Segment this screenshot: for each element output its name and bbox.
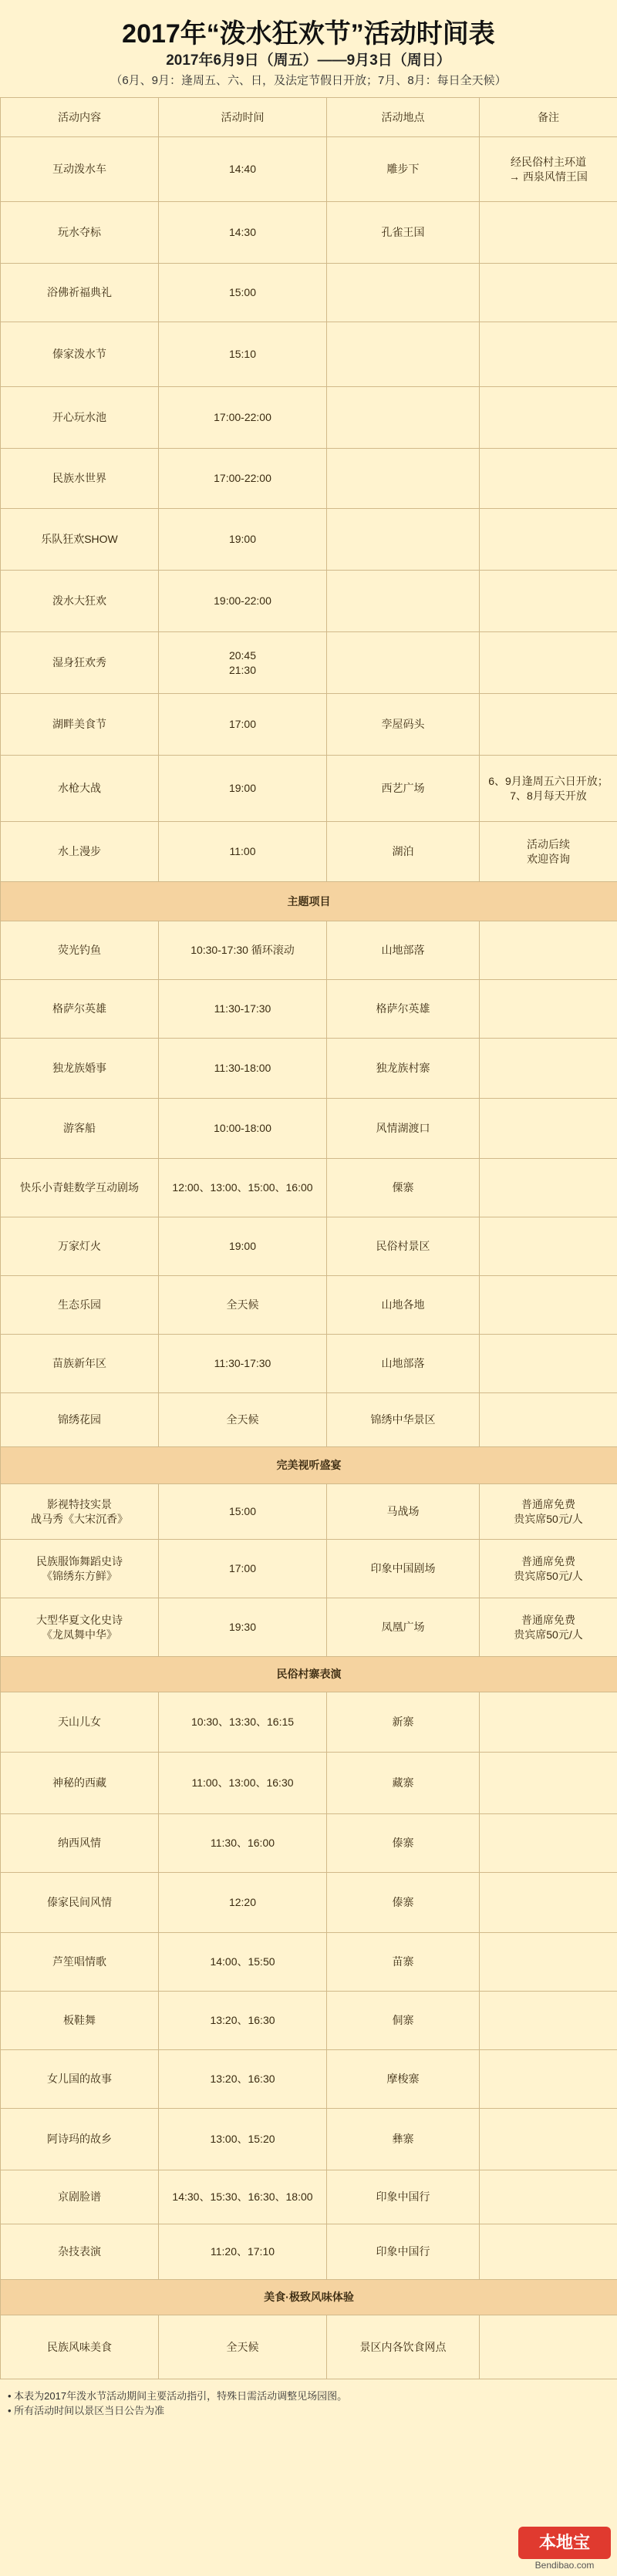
activity-place (327, 632, 480, 694)
date-range: 2017年6月9日（周五）——9月3日（周日） (166, 52, 451, 69)
activity-place (327, 509, 480, 571)
activity-place: 印象中国行 (327, 2170, 480, 2224)
activity-name: 荧光钓鱼 (1, 921, 159, 980)
activity-name: 影视特技实景 战马秀《大宋沉香》 (1, 1484, 159, 1540)
activity-name: 大型华夏文化史诗 《龙凤舞中华》 (1, 1598, 159, 1657)
activity-name: 水上漫步 (1, 822, 159, 882)
activity-name: 乐队狂欢SHOW (1, 509, 159, 571)
activity-name: 开心玩水池 (1, 387, 159, 449)
activity-time: 13:20、16:30 (159, 2050, 327, 2109)
activity-name: 纳西风情 (1, 1814, 159, 1873)
table-row (1, 756, 617, 822)
activity-place: 印象中国行 (327, 2224, 480, 2280)
table-row (1, 571, 617, 632)
activity-name: 天山儿女 (1, 1692, 159, 1753)
activity-name: 阿诗玛的故乡 (1, 2109, 159, 2170)
activity-place: 侗寨 (327, 1992, 480, 2050)
activity-place: 孔雀王国 (327, 202, 480, 264)
activity-time: 11:00、13:00、16:30 (159, 1753, 327, 1814)
activity-place: 凤凰广场 (327, 1598, 480, 1657)
activity-note-empty (480, 1393, 617, 1447)
activity-name: 板鞋舞 (1, 1992, 159, 2050)
table-row (1, 322, 617, 387)
section-title: 完美视听盛宴 (1, 1447, 617, 1484)
section-header (1, 882, 617, 921)
column-header-time: 活动时间 (159, 98, 327, 137)
activity-note (480, 264, 617, 322)
table-row (1, 1217, 617, 1276)
opening-note: （6月、9月：逢周五、六、日，及法定节假日开放；7月、8月：每日全天候） (110, 74, 507, 87)
activity-note: 普通席免费 贵宾席50元/人 (480, 1598, 617, 1657)
activity-name: 快乐小青蛙数学互动剧场 (1, 1159, 159, 1217)
header (0, 0, 617, 97)
activity-place (327, 571, 480, 632)
activity-time: 20:45 21:30 (159, 632, 327, 694)
activity-note-empty (480, 2170, 617, 2224)
activity-time: 全天候 (159, 2315, 327, 2379)
activity-place: 雕步下 (327, 137, 480, 202)
activity-name: 傣家泼水节 (1, 322, 159, 387)
activity-place: 独龙族村寨 (327, 1039, 480, 1099)
logo-mark: 本地宝 (518, 2527, 611, 2559)
table-row (1, 632, 617, 694)
activity-time: 19:00 (159, 509, 327, 571)
activity-place (327, 322, 480, 387)
activity-note-empty (480, 1039, 617, 1099)
footnote: • 所有活动时间以景区当日公告为准 (8, 2405, 165, 2416)
activity-time: 14:00、15:50 (159, 1933, 327, 1992)
activity-note-empty (480, 1159, 617, 1217)
activity-note-empty (480, 2050, 617, 2109)
activity-time: 19:00-22:00 (159, 571, 327, 632)
activity-note-empty (480, 1692, 617, 1753)
activity-note (480, 202, 617, 264)
activity-place: 民俗村景区 (327, 1217, 480, 1276)
activity-place: 傣寨 (327, 1873, 480, 1933)
activity-place: 湖泊 (327, 822, 480, 882)
activity-note: 普通席免费 贵宾席50元/人 (480, 1540, 617, 1598)
activity-time: 14:30、15:30、16:30、18:00 (159, 2170, 327, 2224)
table-row (1, 1598, 617, 1657)
activity-name: 神秘的西藏 (1, 1753, 159, 1814)
activity-place: 锦绣中华景区 (327, 1393, 480, 1447)
activity-note (480, 2315, 617, 2379)
activity-name: 泼水大狂欢 (1, 571, 159, 632)
table-row (1, 137, 617, 202)
activity-name: 民族水世界 (1, 449, 159, 509)
activity-place: 景区内各饮食网点 (327, 2315, 480, 2379)
table-row (1, 509, 617, 571)
logo-domain: Bendibao.com (534, 2560, 595, 2571)
activity-name: 浴佛祈福典礼 (1, 264, 159, 322)
activity-note-empty (480, 1753, 617, 1814)
activity-note-empty (480, 1873, 617, 1933)
bendibao-logo (518, 2527, 611, 2571)
table-header-row (1, 98, 617, 137)
activity-note-empty (480, 2109, 617, 2170)
activity-time: 19:30 (159, 1598, 327, 1657)
activity-time: 10:00-18:00 (159, 1099, 327, 1159)
activity-time: 14:30 (159, 202, 327, 264)
section-header (1, 2280, 617, 2315)
activity-place: 新寨 (327, 1692, 480, 1753)
activity-place: 风情湖渡口 (327, 1099, 480, 1159)
activity-place: 苗寨 (327, 1933, 480, 1992)
activity-place: 彝寨 (327, 2109, 480, 2170)
activity-note: 普通席免费 贵宾席50元/人 (480, 1484, 617, 1540)
activity-note (480, 571, 617, 632)
table-row (1, 1099, 617, 1159)
activity-time: 11:30-17:30 (159, 1335, 327, 1393)
table-row (1, 202, 617, 264)
activity-name: 湖畔美食节 (1, 694, 159, 756)
table-row (1, 1540, 617, 1598)
activity-place (327, 387, 480, 449)
activity-place: 马战场 (327, 1484, 480, 1540)
activity-place: 摩梭寨 (327, 2050, 480, 2109)
footnote: • 本表为2017年泼水节活动期间主要活动指引，特殊日需活动调整见场园图。 (8, 2390, 348, 2402)
activity-note (480, 322, 617, 387)
section-header (1, 1657, 617, 1692)
section-title: 美食·极致风味体验 (1, 2280, 617, 2315)
column-header-place: 活动地点 (327, 98, 480, 137)
table-row (1, 1992, 617, 2050)
activity-name: 锦绣花园 (1, 1393, 159, 1447)
table-row (1, 2050, 617, 2109)
activity-name: 杂技表演 (1, 2224, 159, 2280)
activity-name: 独龙族婚事 (1, 1039, 159, 1099)
activity-name: 生态乐园 (1, 1276, 159, 1335)
activity-note-empty (480, 1276, 617, 1335)
table-row (1, 2315, 617, 2379)
activity-place: 山地部落 (327, 921, 480, 980)
activity-name: 游客船 (1, 1099, 159, 1159)
table-row (1, 1753, 617, 1814)
footnotes (8, 2389, 347, 2418)
activity-place: 西艺广场 (327, 756, 480, 822)
activity-note-empty (480, 980, 617, 1039)
activity-time: 全天候 (159, 1276, 327, 1335)
table-row (1, 1484, 617, 1540)
table-row (1, 1933, 617, 1992)
activity-place (327, 264, 480, 322)
activity-time: 11:30-17:30 (159, 980, 327, 1039)
activity-name: 格萨尔英雄 (1, 980, 159, 1039)
activity-name: 京剧脸谱 (1, 2170, 159, 2224)
activity-note-empty (480, 1335, 617, 1393)
activity-time: 12:20 (159, 1873, 327, 1933)
table-row (1, 1335, 617, 1393)
activity-place: 孪屋码头 (327, 694, 480, 756)
table-row (1, 387, 617, 449)
table-row (1, 1159, 617, 1217)
activity-time: 15:00 (159, 1484, 327, 1540)
activity-time: 13:00、15:20 (159, 2109, 327, 2170)
activity-name: 民族风味美食 (1, 2315, 159, 2379)
table-row (1, 1814, 617, 1873)
table-row (1, 1276, 617, 1335)
activity-note-empty (480, 921, 617, 980)
activity-note (480, 387, 617, 449)
activity-time: 17:00-22:00 (159, 387, 327, 449)
activity-name: 女儿国的故事 (1, 2050, 159, 2109)
table-row (1, 449, 617, 509)
page-title: 2017年“泼水狂欢节”活动时间表 (122, 19, 495, 49)
table-row (1, 264, 617, 322)
activity-place: 傣寨 (327, 1814, 480, 1873)
activity-note-empty (480, 2224, 617, 2280)
activity-place: 山地各地 (327, 1276, 480, 1335)
table-row (1, 694, 617, 756)
table-row (1, 1393, 617, 1447)
table-row (1, 1873, 617, 1933)
activity-time: 10:30、13:30、16:15 (159, 1692, 327, 1753)
activity-note (480, 509, 617, 571)
activity-name: 芦笙唱情歌 (1, 1933, 159, 1992)
column-header-activity: 活动内容 (1, 98, 159, 137)
activity-name: 苗族新年区 (1, 1335, 159, 1393)
activity-note-empty (480, 1814, 617, 1873)
table-row (1, 980, 617, 1039)
table-row (1, 822, 617, 882)
activity-time: 19:00 (159, 756, 327, 822)
activity-name: 水枪大战 (1, 756, 159, 822)
activity-place: 藏寨 (327, 1753, 480, 1814)
activity-time: 17:00 (159, 1540, 327, 1598)
table-row (1, 2170, 617, 2224)
activity-time: 11:20、17:10 (159, 2224, 327, 2280)
activity-time: 15:10 (159, 322, 327, 387)
activity-time: 11:30、16:00 (159, 1814, 327, 1873)
activity-note (480, 694, 617, 756)
activity-name: 湿身狂欢秀 (1, 632, 159, 694)
activity-name: 傣家民间风情 (1, 1873, 159, 1933)
activity-time: 全天候 (159, 1393, 327, 1447)
activity-note (480, 632, 617, 694)
schedule-table (0, 97, 617, 2379)
activity-note: 活动后续 欢迎咨询 (480, 822, 617, 882)
activity-note-empty (480, 1099, 617, 1159)
section-title: 民俗村寨表演 (1, 1657, 617, 1692)
activity-place: 傈寨 (327, 1159, 480, 1217)
activity-place: 山地部落 (327, 1335, 480, 1393)
table-row (1, 1039, 617, 1099)
activity-name: 玩水夺标 (1, 202, 159, 264)
activity-time: 17:00-22:00 (159, 449, 327, 509)
activity-time: 12:00、13:00、15:00、16:00 (159, 1159, 327, 1217)
activity-time: 14:40 (159, 137, 327, 202)
activity-name: 互动泼水车 (1, 137, 159, 202)
section-header (1, 1447, 617, 1484)
activity-time: 11:30-18:00 (159, 1039, 327, 1099)
table-row (1, 921, 617, 980)
activity-name: 民族服饰舞蹈史诗 《锦绣东方鲜》 (1, 1540, 159, 1598)
activity-note-empty (480, 1992, 617, 2050)
table-row (1, 1692, 617, 1753)
activity-time: 10:30-17:30 循环滚动 (159, 921, 327, 980)
column-header-note: 备注 (480, 98, 617, 137)
section-title: 主题项目 (1, 882, 617, 921)
activity-note-empty (480, 1933, 617, 1992)
table-row (1, 2224, 617, 2280)
activity-time: 19:00 (159, 1217, 327, 1276)
activity-time: 17:00 (159, 694, 327, 756)
activity-name: 万家灯火 (1, 1217, 159, 1276)
activity-time: 11:00 (159, 822, 327, 882)
activity-time: 13:20、16:30 (159, 1992, 327, 2050)
activity-place (327, 449, 480, 509)
activity-note-empty (480, 1217, 617, 1276)
activity-note (480, 449, 617, 509)
activity-time: 15:00 (159, 264, 327, 322)
activity-place: 格萨尔英雄 (327, 980, 480, 1039)
activity-note: 6、9月逢周五六日开放；7、8月每天开放 (480, 756, 617, 822)
activity-place: 印象中国剧场 (327, 1540, 480, 1598)
table-row (1, 2109, 617, 2170)
activity-note: 经民俗村主环道 → 西泉风情王国 (480, 137, 617, 202)
